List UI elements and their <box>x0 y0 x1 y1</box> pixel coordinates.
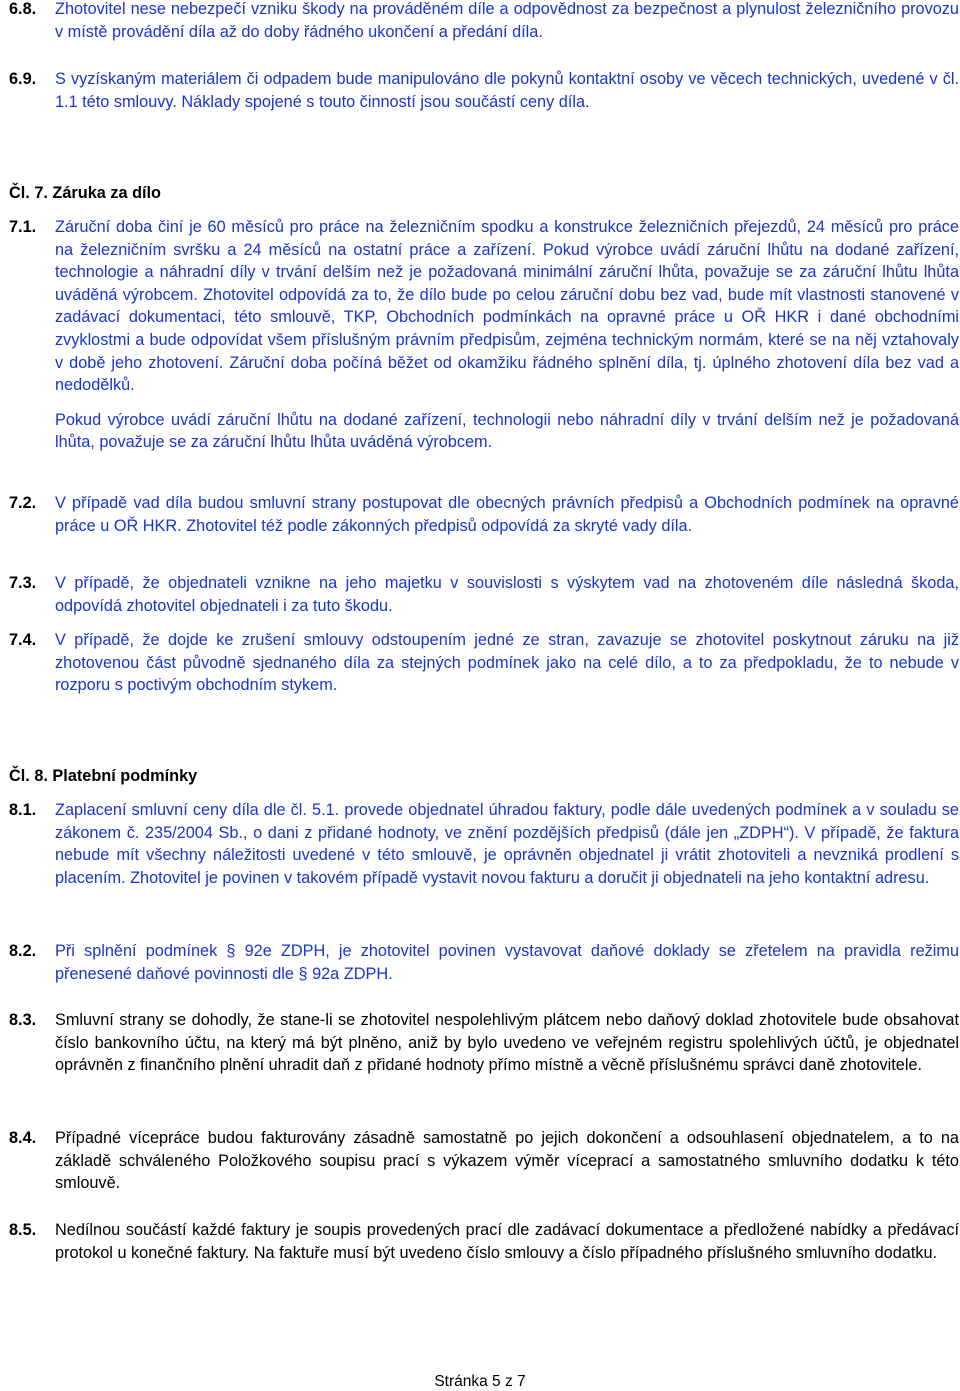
clause-body <box>55 1009 959 1077</box>
article-7-heading: Čl. 7. Záruka za dílo <box>9 184 162 202</box>
clause-paragraph: Zhotovitel nese nebezpečí vzniku škody na prováděném díle a odpovědnost za bezpečnost a plynulost železničního provozu v místě provádění díla až do doby řádného ukončení a předání díla. <box>55 0 959 41</box>
clause-paragraph: S vyzískaným materiálem či odpadem bude manipulováno dle pokynů kontaktní osoby ve věcech technických, uvedené v čl. 1.1 této smlouvy. Náklady spojené s touto činností jsou součástí ceny díla. <box>55 70 959 111</box>
clause-number: 7.4. <box>9 631 37 649</box>
clause-paragraph: Smluvní strany se dohodly, že stane-li se zhotovitel nespolehlivým plátcem nebo daňový doklad zhotovitele bude obsahovat číslo bankovního účtu, na který má být plněno, aniž by bylo uvedeno ve veřejném registru spolehlivých účtů, je objednatel oprávněn z finančního plnění uhradit daň z přidané hodnoty přímo místně a věcně příslušnému správci daně zhotovitele. <box>55 1011 959 1075</box>
clause-body <box>55 629 959 697</box>
clause-paragraph: Zaplacení smluvní ceny díla dle čl. 5.1. provede objednatel úhradou faktury, podle dále uvedených podmínek a v souladu se zákonem č. 235/2004 Sb., o dani z přidané hodnoty, ve znění pozdějších předpisů (dále jen „ZDPH“). V případě, že faktura nebude mít všechny náležitosti uvedené v této smlouvě, je oprávněn objednatel ji vrátit zhotoviteli a nevzniká prodlení s placením. Zhotovitel je povinen v takovém případě vystavit novou fakturu a doručit ji objednateli na jeho kontaktní adresu. <box>55 801 959 887</box>
clause-body <box>55 940 959 985</box>
clause-number: 8.3. <box>9 1011 37 1029</box>
clause-number: 6.9. <box>9 70 37 88</box>
clause-body <box>55 1127 959 1195</box>
clause-8-4 <box>9 1127 959 1195</box>
clause-8-2 <box>9 940 959 985</box>
clause-body <box>55 0 959 43</box>
clause-number: 8.1. <box>9 801 37 819</box>
clause-8-1 <box>9 799 959 889</box>
clause-6-9 <box>9 68 959 113</box>
clause-body <box>55 572 959 617</box>
clause-7-3 <box>9 572 959 617</box>
clause-7-2 <box>9 492 959 537</box>
clause-paragraph: Případné vícepráce budou fakturovány zásadně samostatně po jejich dokončení a odsouhlasení objednatelem, a to na základě schváleného Položkového soupisu prací s výkazem výměr víceprací a samostatného smluvního dodatku k této smlouvě. <box>55 1129 959 1193</box>
clause-8-5 <box>9 1219 959 1264</box>
clause-number: 7.1. <box>9 218 37 236</box>
clause-body <box>55 1219 959 1264</box>
clause-body <box>55 68 959 113</box>
clause-paragraph: Pokud výrobce uvádí záruční lhůtu na dodané zařízení, technologii nebo náhradní díly v trvání delším než je požadovaná lhůta, považuje se za záruční lhůtu lhůta uváděná výrobcem. <box>55 410 959 452</box>
clause-number: 6.8. <box>9 0 37 18</box>
clause-7-1 <box>9 216 959 454</box>
clause-body <box>55 216 959 454</box>
clause-body <box>55 492 959 537</box>
clause-paragraph: V případě vad díla budou smluvní strany postupovat dle obecných právních předpisů a Obchodních podmínek na opravné práce u OŘ HKR. Zhotovitel též podle zákonných předpisů odpovídá za skryté vady díla. <box>55 494 959 535</box>
clause-number: 8.2. <box>9 942 37 960</box>
clause-paragraph: V případě, že dojde ke zrušení smlouvy odstoupením jedné ze stran, zavazuje se zhotovitel poskytnout záruku na již zhotovenou část původně sjednaného díla za stejných podmínek jako na celé dílo, a to za předpokladu, že to nebude v rozporu s poctivým obchodním stykem. <box>55 631 959 695</box>
clause-body <box>55 799 959 889</box>
article-8-heading: Čl. 8. Platební podmínky <box>9 767 198 785</box>
clause-paragraph: V případě, že objednateli vznikne na jeho majetku v souvislosti s výskytem vad na zhotoveném díle následná škoda, odpovídá zhotovitel objednateli i za tuto škodu. <box>55 574 959 615</box>
clause-number: 7.2. <box>9 494 37 512</box>
clause-6-8 <box>9 0 959 43</box>
clause-7-4 <box>9 629 959 697</box>
clause-number: 8.5. <box>9 1221 37 1239</box>
page-number-footer: Stránka 5 z 7 <box>434 1373 526 1390</box>
clause-paragraph: Nedílnou součástí každé faktury je soupis provedených prací dle zadávací dokumentace a předložené nabídky a předávací protokol u konečné faktury. Na faktuře musí být uvedeno číslo smlouvy a číslo případného příslušného smluvního dodatku. <box>55 1221 959 1262</box>
clause-number: 8.4. <box>9 1129 37 1147</box>
clause-number: 7.3. <box>9 574 37 592</box>
clause-paragraph: Při splnění podmínek § 92e ZDPH, je zhotovitel povinen vystavovat daňové doklady se zřetelem na pravidla režimu přenesené daňové povinnosti dle § 92a ZDPH. <box>55 942 959 983</box>
clause-8-3 <box>9 1009 959 1077</box>
clause-paragraph: Záruční doba činí je 60 měsíců pro práce na železničním spodku a konstrukce železničních přejezdů, 24 měsíců pro práce na železničním svršku a 24 měsíců na ostatní práce a zařízení. Pokud výrobce uvádí záruční lhůtu na dodané zařízení, technologie a náhradní díly v trvání delším než je požadovaná minimální záruční lhůta, považuje se za záruční lhůtu lhůta uváděná výrobcem. Zhotovitel odpovídá za to, že dílo bude po celou záruční dobu bez vad, bude mít vlastnosti stanovené v zadávací dokumentaci, této smlouvě, TKP, Obchodních podmínkách na opravné práce u OŘ HKR i dané obchodními zvyklostmi a bude odpovídat všem příslušným právním předpisům, zejména technickým normám, které se na něj vztahovaly v době jeho zhotovení. Záruční doba počíná běžet od okamžiku řádného splnění díla, tj. úplného zhotovení díla bez vad a nedodělků. <box>55 218 959 395</box>
